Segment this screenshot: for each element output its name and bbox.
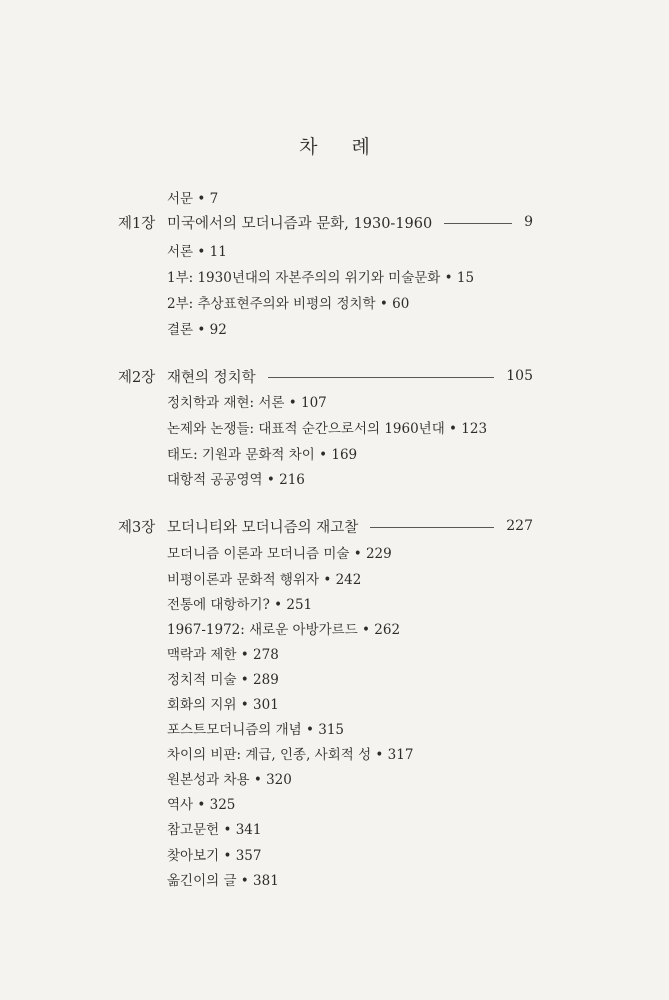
chapter-page-number: 105: [506, 368, 533, 384]
chapter-page-number: 9: [524, 214, 533, 230]
toc-entry[interactable]: 결론 • 92: [167, 322, 227, 338]
toc-entry[interactable]: 정치적 미술 • 289: [167, 672, 279, 688]
toc-entry-preface[interactable]: 서문 • 7: [167, 191, 219, 207]
toc-entry[interactable]: 포스트모더니즘의 개념 • 315: [167, 722, 345, 738]
chapter-number: 제1장: [118, 215, 156, 232]
page-title: 차 례: [299, 136, 384, 158]
leader-line: [444, 223, 512, 224]
toc-entry[interactable]: 1967-1972: 새로운 아방가르드 • 262: [167, 622, 401, 638]
chapter-3-heading[interactable]: [118, 514, 533, 538]
toc-entry[interactable]: 모더니즘 이론과 모더니즘 미술 • 229: [167, 546, 392, 562]
toc-entry[interactable]: 정치학과 재현: 서론 • 107: [167, 395, 327, 411]
chapter-title: 미국에서의 모더니즘과 문화, 1930-1960: [167, 215, 433, 232]
toc-entry[interactable]: 차이의 비판: 계급, 인종, 사회적 성 • 317: [167, 747, 414, 763]
chapter-2-heading[interactable]: [118, 364, 533, 388]
toc-entry[interactable]: 1부: 1930년대의 자본주의의 위기와 미술문화 • 15: [167, 270, 475, 286]
toc-entry[interactable]: 맥락과 제한 • 278: [167, 647, 279, 663]
leader-line: [370, 527, 494, 528]
chapter-title: 재현의 정치학: [167, 369, 256, 386]
toc-entry[interactable]: 옮긴이의 글 • 381: [167, 873, 279, 889]
toc-entry[interactable]: 2부: 추상표현주의와 비평의 정치학 • 60: [167, 296, 410, 312]
toc-entry[interactable]: 전통에 대항하기? • 251: [167, 597, 313, 613]
toc-entry[interactable]: 참고문헌 • 341: [167, 822, 262, 838]
chapter-number: 제2장: [118, 369, 156, 386]
toc-entry[interactable]: 역사 • 325: [167, 797, 236, 813]
toc-entry[interactable]: 회화의 지위 • 301: [167, 697, 279, 713]
toc-entry[interactable]: 원본성과 차용 • 320: [167, 772, 292, 788]
toc-entry[interactable]: 대항적 공공영역 • 216: [167, 472, 305, 488]
toc-entry[interactable]: 서론 • 11: [167, 244, 227, 260]
leader-line: [268, 377, 495, 378]
chapter-title: 모더니티와 모더니즘의 재고찰: [167, 519, 359, 536]
toc-entry[interactable]: 찾아보기 • 357: [167, 848, 262, 864]
chapter-1-heading[interactable]: [118, 210, 533, 234]
toc-entry[interactable]: 태도: 기원과 문화적 차이 • 169: [167, 447, 358, 463]
chapter-page-number: 227: [506, 518, 533, 534]
chapter-number: 제3장: [118, 519, 156, 536]
toc-entry[interactable]: 비평이론과 문화적 행위자 • 242: [167, 572, 362, 588]
toc-entry[interactable]: 논제와 논쟁들: 대표적 순간으로서의 1960년대 • 123: [167, 421, 488, 437]
